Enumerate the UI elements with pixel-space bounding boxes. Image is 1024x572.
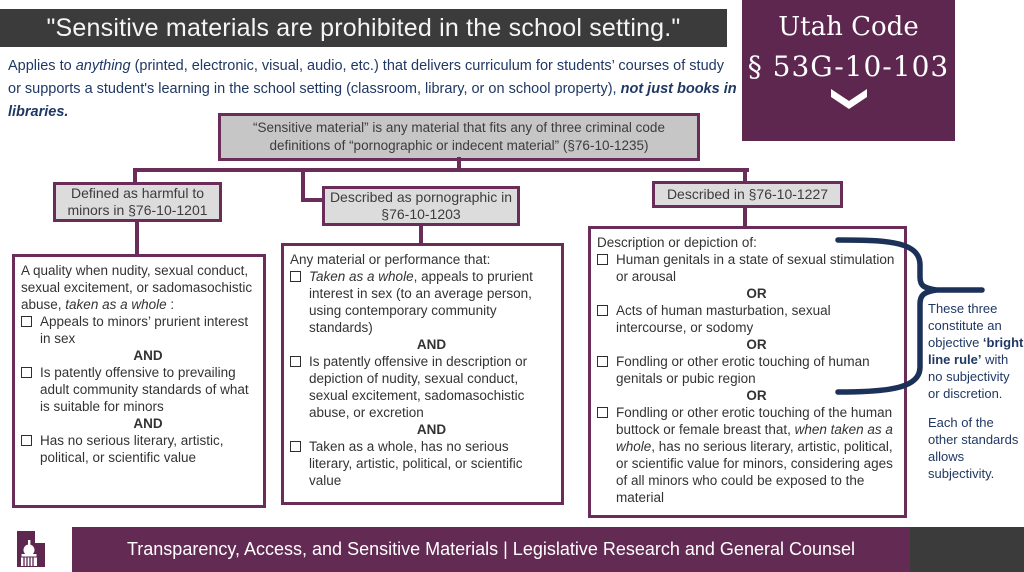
item-text: Fondling or other erotic touching of the human buttock or female breast that, bbox=[616, 405, 893, 437]
item-text: Fondling or other erotic touching of human genitals or pubic region bbox=[616, 354, 870, 386]
checkbox-icon bbox=[290, 356, 301, 367]
criteria-box-1201 bbox=[12, 254, 266, 508]
checkbox-icon bbox=[21, 316, 32, 327]
checkbox-icon bbox=[290, 441, 301, 452]
item-text: , appeals to prurient interest in sex (to an average person, using contemporary community standards) bbox=[309, 269, 533, 335]
criteria-item bbox=[290, 353, 555, 421]
utah-code-section: § 53G-10-103 bbox=[747, 50, 950, 83]
criteria-item bbox=[290, 438, 555, 489]
slide-title-banner bbox=[0, 9, 727, 47]
criteria-box-1203 bbox=[281, 243, 564, 505]
footer-text: Transparency, Access, and Sensitive Materials | Legislative Research and General Counsel bbox=[126, 539, 856, 559]
item-em: when taken as a whole bbox=[616, 422, 893, 454]
right-curly-brace-icon bbox=[820, 225, 1020, 410]
branch-header-1203 bbox=[322, 186, 520, 226]
item-text: , has no serious literary, artistic, political, or scientific value for minors, considering ages of all minors who could be exposed to the material bbox=[616, 439, 893, 505]
criteria-item bbox=[21, 364, 257, 415]
sidebar-note-paragraph-2: Each of the other standards allows subjectivity. bbox=[928, 415, 1019, 481]
and-joiner: AND bbox=[133, 348, 163, 363]
item-text: Has no serious literary, artistic, political, or scientific value bbox=[40, 433, 224, 465]
intro-pre: A quality when nudity, sexual conduct, sexual excitement, or sadomasochistic abuse, bbox=[21, 263, 253, 312]
connector-line bbox=[301, 168, 305, 202]
item-text: Human genitals in a state of sexual stimulation or arousal bbox=[616, 252, 895, 284]
criteria-intro bbox=[21, 262, 257, 313]
branch-header-1201 bbox=[53, 182, 222, 222]
or-joiner: OR bbox=[746, 286, 767, 301]
note-text: with no subjectivity or discretion. bbox=[928, 352, 1010, 401]
checkbox-icon bbox=[597, 254, 608, 265]
connector-line bbox=[135, 222, 139, 254]
branch-header-label: Described as pornographic in §76-10-1203 bbox=[329, 189, 513, 222]
intro-em: taken as a whole bbox=[65, 297, 167, 312]
connector-line bbox=[743, 168, 747, 181]
checkbox-icon bbox=[21, 435, 32, 446]
utah-code-callout bbox=[742, 0, 955, 141]
utah-code-label: Utah Code bbox=[778, 12, 919, 42]
and-joiner: AND bbox=[416, 337, 447, 352]
intro-pre: Any material or performance that: bbox=[290, 252, 491, 267]
criteria-item bbox=[21, 313, 257, 347]
connector-line bbox=[419, 226, 423, 243]
connector-line bbox=[133, 168, 137, 182]
note-text: These three constitute an objective bbox=[928, 301, 1002, 350]
criteria-intro bbox=[290, 251, 555, 268]
checkbox-icon bbox=[597, 356, 608, 367]
footer-bar bbox=[72, 527, 910, 572]
connector-rail bbox=[133, 168, 749, 172]
criteria-item bbox=[290, 268, 555, 336]
connector-line bbox=[301, 198, 322, 202]
intro-emphasis: anything bbox=[75, 58, 131, 74]
item-text: Is patently offensive in description or depiction of nudity, sexual conduct, sexual excitement, sadomasochistic abuse, or excretion bbox=[309, 354, 528, 420]
criteria-item bbox=[597, 404, 898, 506]
footer-end-block bbox=[910, 527, 1024, 572]
branch-header-label: Defined as harmful to minors in §76-10-1201 bbox=[67, 185, 208, 218]
checkbox-icon bbox=[597, 305, 608, 316]
item-text: Taken as a whole, has no serious literary, artistic, political, or scientific value bbox=[309, 439, 523, 488]
branch-header-1227 bbox=[652, 181, 843, 208]
item-text: Appeals to minors’ prurient interest in sex bbox=[40, 314, 249, 346]
checkbox-icon bbox=[21, 367, 32, 378]
intro-post: : bbox=[166, 297, 175, 312]
intro-text-2: (printed, electronic, visual, audio, etc.) that delivers curriculum for students’ courses of study or supports a student's learning in the school setting (classroom, library, or on school property), bbox=[8, 58, 724, 97]
chevron-down-icon bbox=[831, 89, 867, 109]
slide-title: "Sensitive materials are prohibited in the school setting." bbox=[46, 13, 681, 42]
and-joiner: AND bbox=[133, 416, 163, 431]
intro-pre: Description or depiction of: bbox=[597, 235, 757, 250]
connector-line bbox=[743, 208, 747, 226]
note-bold-text: ‘bright line rule’ bbox=[928, 335, 1024, 367]
utah-capitol-logo-icon bbox=[16, 530, 46, 568]
and-joiner: AND bbox=[416, 422, 447, 437]
checkbox-icon bbox=[290, 271, 301, 282]
intro-text: Applies to bbox=[8, 58, 76, 74]
or-joiner: OR bbox=[746, 388, 767, 403]
branch-header-label: Described in §76-10-1227 bbox=[666, 186, 829, 202]
definition-box bbox=[218, 113, 700, 161]
criteria-item bbox=[21, 432, 257, 466]
checkbox-icon bbox=[597, 407, 608, 418]
or-joiner: OR bbox=[746, 337, 767, 352]
definition-text: “Sensitive material” is any material that fits any of three criminal code definitions of “pornographic or indecent material” (§76-10-1235) bbox=[253, 120, 665, 153]
item-text: Acts of human masturbation, sexual intercourse, or sodomy bbox=[616, 303, 831, 335]
item-text: Is patently offensive to prevailing adult community standards of what is suitable for minors bbox=[40, 365, 249, 414]
intro-bold-emphasis: not just books in libraries. bbox=[8, 81, 737, 120]
item-em: Taken as a whole bbox=[309, 269, 414, 284]
